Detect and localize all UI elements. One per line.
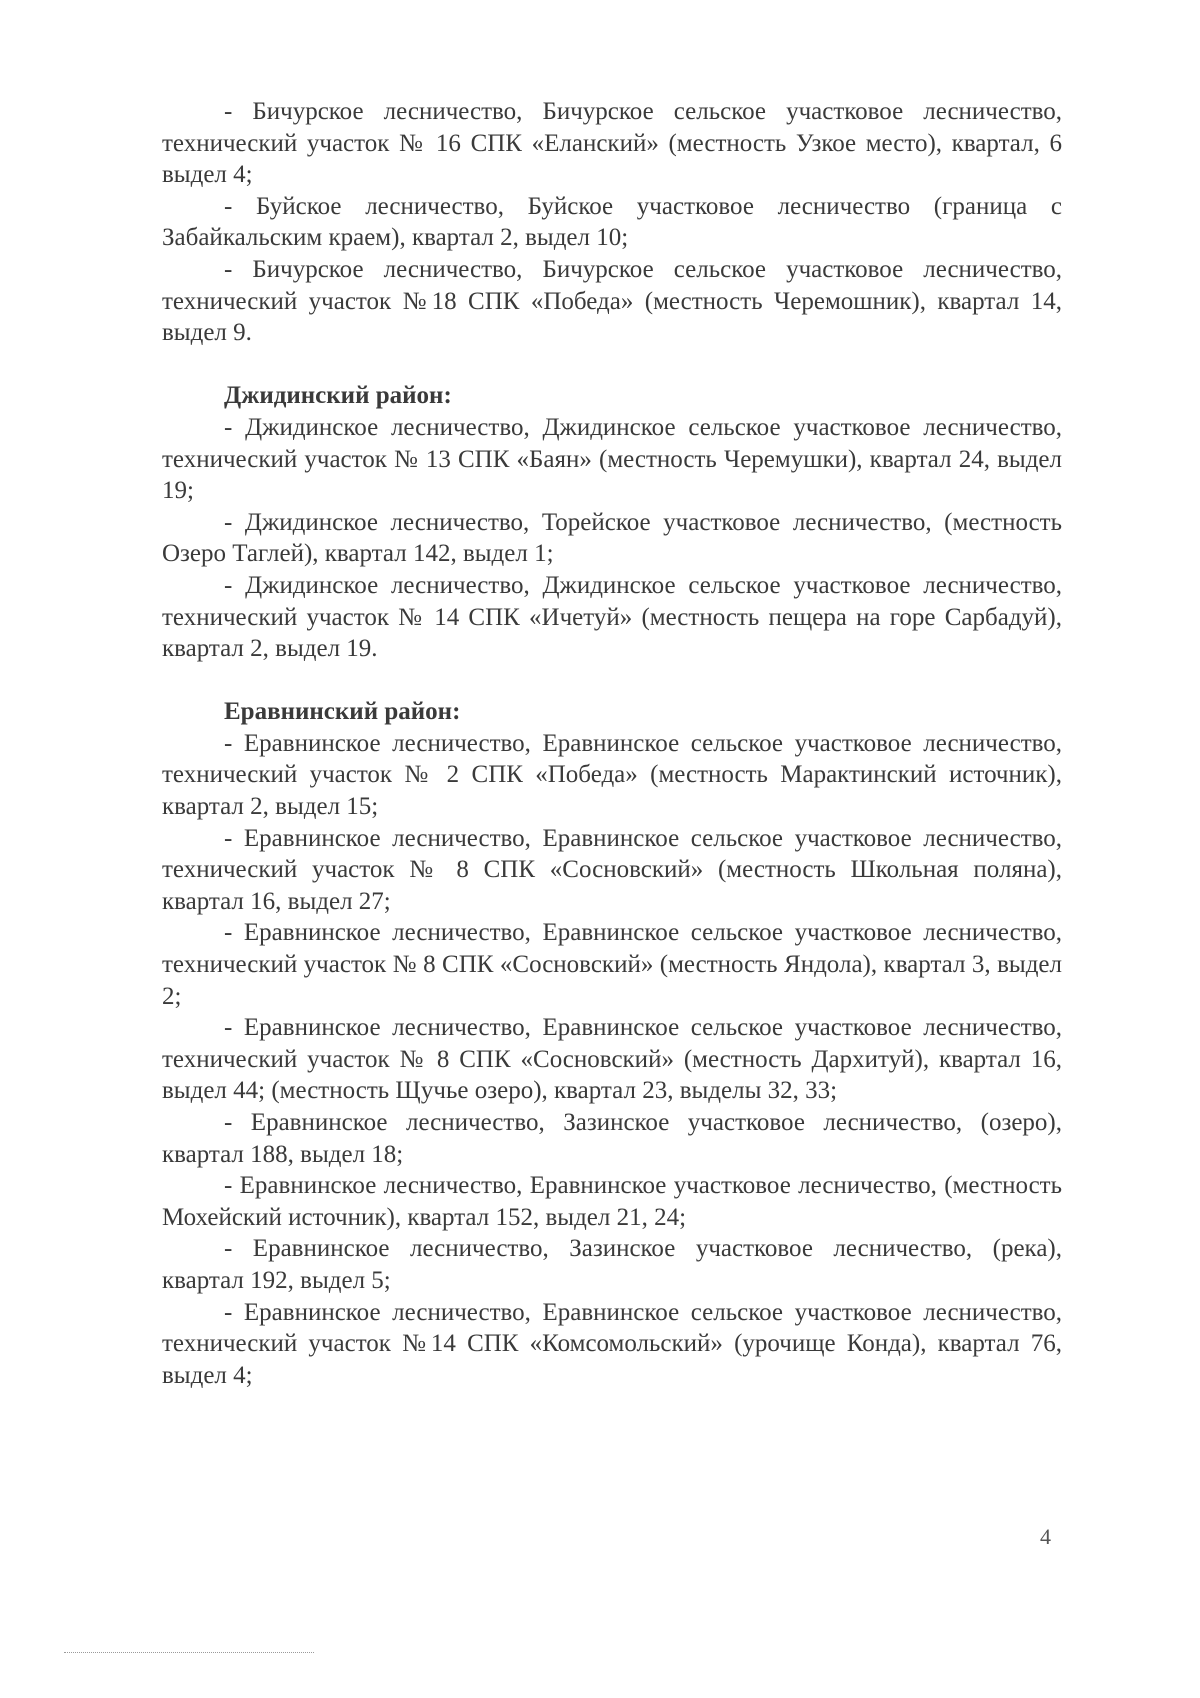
section-spacer [162,349,1062,381]
list-item: - Еравнинское лесничество, Еравнинское сельское участковое лесничество, технический участок №14 СПК «Комсомольский» (урочище Конда), квартал 76, выдел 4; [162,1298,1062,1389]
list-item: - Бичурское лесничество, Бичурское сельское участковое лесничество, технический участок № 16 СПК «Еланский» (местность Узкое место), квартал, 6 выдел 4; [162,98,1062,189]
section-heading-eravna: Еравнинский район: [224,698,461,726]
document-page [162,96,1062,1391]
list-item: - Еравнинское лесничество, Еравнинское сельское участковое лесничество, технический участок № 2 СПК «Победа» (местность Марактинский источник), квартал 2, выдел 15; [162,729,1062,821]
list-item: - Буйское лесничество, Буйское участковое лесничество (граница с Забайкальским краем), квартал 2, выдел 10; [162,192,1062,252]
list-item: - Еравнинское лесничество, Еравнинское участковое лесничество, (местность Мохейский источник), квартал 152, выдел 21, 24; [162,1172,1062,1231]
scan-edge-line [64,1652,314,1653]
section-spacer [162,665,1062,697]
section-heading-dzhida: Джидинский район: [224,382,452,410]
list-item: - Джидинское лесничество, Джидинское сельское участковое лесничество, технический участок № 14 СПК «Ичетуй» (местность пещера на горе Сарбадуй), квартал 2, выдел 19. [162,571,1062,663]
list-item: - Бичурское лесничество, Бичурское сельское участковое лесничество, технический участок №18 СПК «Победа» (местность Черемошник), квартал 14, выдел 9. [162,255,1062,347]
list-item: - Еравнинское лесничество, Еравнинское сельское участковое лесничество, технический участок № 8 СПК «Сосновский» (местность Яндола), квартал 3, выдел 2; [162,919,1062,1010]
list-item: - Джидинское лесничество, Торейское участковое лесничество, (местность Озеро Таглей), квартал 142, выдел 1; [162,508,1062,568]
list-item: - Еравнинское лесничество, Зазинское участковое лесничество, (река), квартал 192, выдел 5; [162,1235,1062,1294]
list-item: - Еравнинское лесничество, Еравнинское сельское участковое лесничество, технический участок № 8 СПК «Сосновский» (местность Дархитуй), квартал 16, выдел 44; (местность Щучье озеро), квартал 23, выделы 32, 33; [162,1014,1062,1105]
page-number: 4 [1040,1524,1051,1549]
list-item: - Джидинское лесничество, Джидинское сельское участковое лесничество, технический участок № 13 СПК «Баян» (местность Черемушки), квартал 24, выдел 19; [162,413,1062,505]
list-item: - Еравнинское лесничество, Еравнинское сельское участковое лесничество, технический участок № 8 СПК «Сосновский» (местность Школьная поляна), квартал 16, выдел 27; [162,824,1062,915]
list-item: - Еравнинское лесничество, Зазинское участковое лесничество, (озеро), квартал 188, выдел 18; [162,1109,1062,1168]
